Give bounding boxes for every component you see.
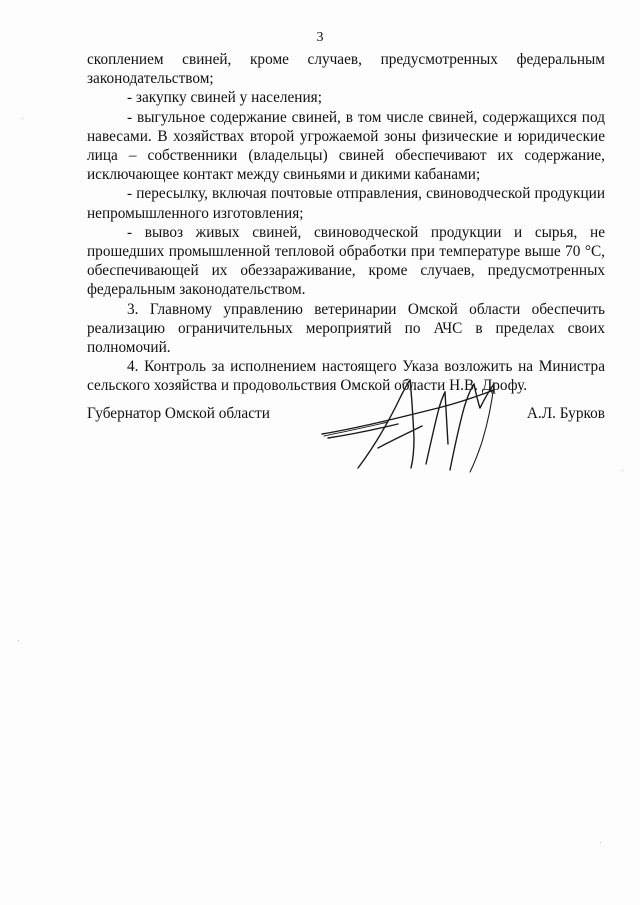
signer-name: А.Л. Бурков (526, 405, 605, 422)
document-body (87, 50, 605, 396)
paragraph-free-range-keeping: - выгульное содержание свиней, в том числе свиней, содержащихся под навесами. В хозяйствах второй угрожаемой зоны физические и юридические лица – собственники (владельцы) свиней обеспечивают их содержание, исключающее контакт между свиньями и дикими кабанами; (87, 108, 605, 184)
paragraph-item-4: 4. Контроль за исполнением настоящего Указа возложить на Министра сельского хозяйства и продовольствия Омской области Н.В. Дрофу. (87, 358, 605, 395)
paragraph-pig-purchase: - закупку свиней у населения; (127, 89, 322, 107)
paragraph-continuation: скоплением свиней, кроме случаев, предусмотренных федеральным законодательством; (87, 51, 605, 88)
scan-speck (22, 118, 23, 119)
paragraph-export: - вывоз живых свиней, свиноводческой продукции и сырья, не прошедших промышленной тепловой обработки при температуре выше 70 °С, обеспечивающей их обеззараживание, кроме случаев, предусмотренных федеральным законодательством. (87, 223, 605, 299)
paragraph-item-3: 3. Главному управлению ветеринарии Омской области обеспечить реализацию ограничительных мероприятий по АЧС в пределах своих полномочий. (87, 300, 605, 357)
scan-speck (622, 470, 623, 471)
paragraph-shipment: - пересылку, включая почтовые отправления, свиноводческой продукции непромышленного изготовления; (87, 185, 605, 222)
page-number: 3 (316, 30, 324, 45)
handwritten-signature (318, 378, 508, 476)
signer-position: Губернатор Омской области (87, 405, 270, 422)
scan-speck (600, 842, 601, 843)
scan-speck (18, 640, 19, 641)
